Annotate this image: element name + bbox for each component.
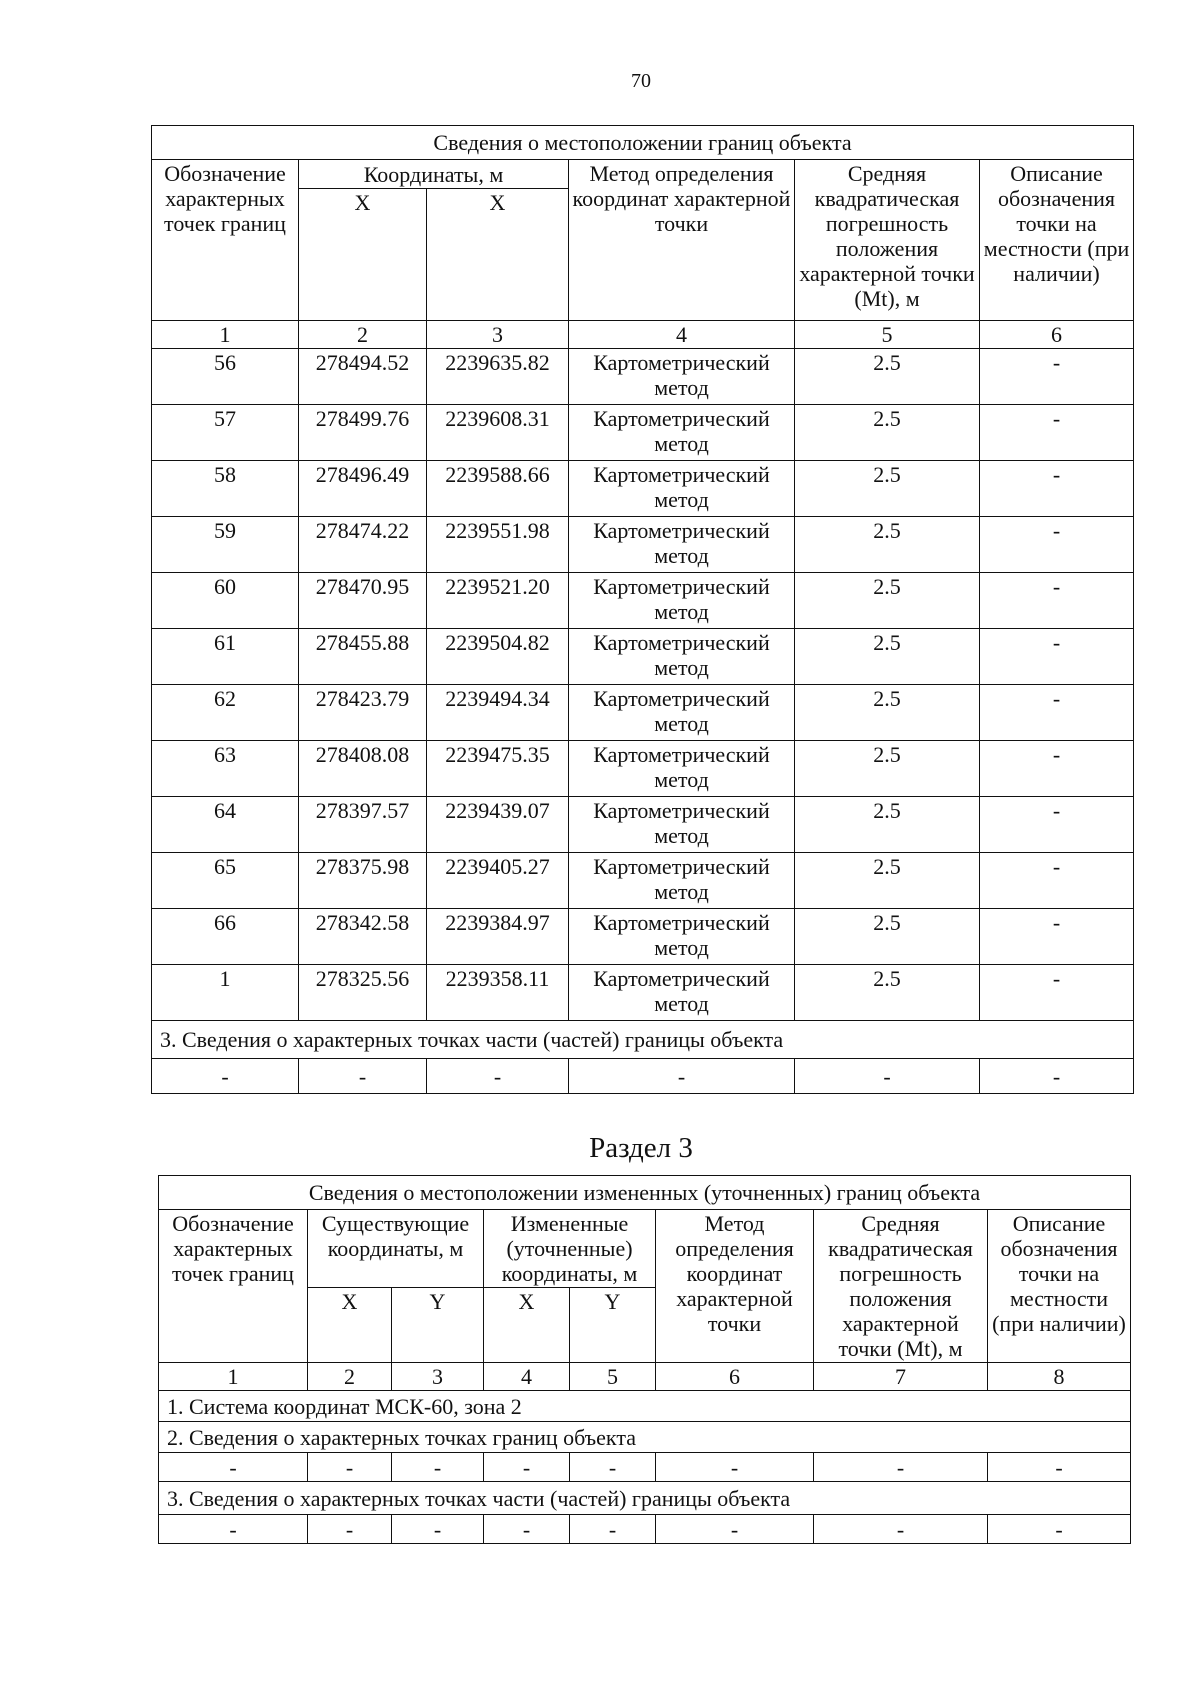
error-cell: 2.5 [795,909,980,965]
point-number: 61 [152,629,299,685]
header-changed-coordinates: Измененные (уточненные) координаты, м [484,1210,656,1288]
header-changed-y: Y [570,1288,656,1363]
coordinate-y: 2239588.66 [427,461,569,517]
error-cell: 2.5 [795,461,980,517]
dash-cell: - [392,1515,484,1544]
header-error: Средняя квадратическая погрешность положения характерной точки (Mt), м [795,160,980,321]
description-cell: - [980,797,1134,853]
coordinate-x: 278470.95 [299,573,427,629]
point-number: 66 [152,909,299,965]
dash-cell: - [427,1059,569,1094]
column-number: 7 [814,1363,988,1391]
column-number: 5 [795,321,980,349]
method-cell: Картометрический метод [569,853,795,909]
column-number: 6 [980,321,1134,349]
coordinate-x: 278496.49 [299,461,427,517]
header-y: X [427,189,569,321]
dash-cell: - [308,1453,392,1482]
header-existing-x: X [308,1288,392,1363]
table-row [152,405,1134,461]
column-number: 4 [484,1363,570,1391]
point-number: 56 [152,349,299,405]
dash-cell: - [656,1515,814,1544]
dash-cell: - [570,1515,656,1544]
point-number: 60 [152,573,299,629]
table-row [152,909,1134,965]
boundary-points-table [151,125,1134,1094]
column-numbers-row [152,321,1134,349]
header-method: Метод определения координат характерной точки [569,160,795,321]
column-number: 3 [427,321,569,349]
table-row [152,965,1134,1021]
coordinate-x: 278474.22 [299,517,427,573]
header-method: Метод определения координат характерной точки [656,1210,814,1363]
coordinate-y: 2239521.20 [427,573,569,629]
coordinate-y: 2239475.35 [427,741,569,797]
point-number: 64 [152,797,299,853]
column-number: 1 [152,321,299,349]
dash-cell: - [980,1059,1134,1094]
point-number: 62 [152,685,299,741]
method-cell: Картометрический метод [569,685,795,741]
error-cell: 2.5 [795,797,980,853]
error-cell: 2.5 [795,349,980,405]
description-cell: - [980,517,1134,573]
point-number: 63 [152,741,299,797]
section-title: Раздел 3 [589,1132,693,1164]
coordinate-y: 2239635.82 [427,349,569,405]
dash-cell: - [795,1059,980,1094]
description-cell: - [980,461,1134,517]
page-number: 70 [631,70,651,92]
table-row [152,685,1134,741]
coordinate-x: 278494.52 [299,349,427,405]
table-row [152,349,1134,405]
dash-cell: - [152,1059,299,1094]
method-cell: Картометрический метод [569,405,795,461]
table-row [152,461,1134,517]
header-existing-y: Y [392,1288,484,1363]
method-cell: Картометрический метод [569,965,795,1021]
column-numbers-row [159,1363,1131,1391]
error-cell: 2.5 [795,741,980,797]
coordinate-y: 2239608.31 [427,405,569,461]
table-row [152,517,1134,573]
error-cell: 2.5 [795,405,980,461]
dash-cell: - [484,1453,570,1482]
header-description: Описание обозначения точки на местности (при наличии) [988,1210,1131,1363]
description-cell: - [980,349,1134,405]
column-number: 2 [299,321,427,349]
method-cell: Картометрический метод [569,573,795,629]
dash-cell: - [570,1453,656,1482]
column-number: 3 [392,1363,484,1391]
dash-cell: - [814,1453,988,1482]
coordinate-y: 2239384.97 [427,909,569,965]
parts-row [159,1515,1131,1544]
points-row [159,1453,1131,1482]
coordinate-x: 278408.08 [299,741,427,797]
header-designation: Обозначение характерных точек границ [159,1210,308,1363]
method-cell: Картометрический метод [569,741,795,797]
table-title: Сведения о местоположении измененных (уточненных) границ объекта [159,1176,1131,1210]
header-designation: Обозначение характерных точек границ [152,160,299,321]
method-cell: Картометрический метод [569,461,795,517]
coordinate-x: 278397.57 [299,797,427,853]
coordinate-x: 278455.88 [299,629,427,685]
dash-cell: - [988,1515,1131,1544]
method-cell: Картометрический метод [569,797,795,853]
coordinate-y: 2239504.82 [427,629,569,685]
point-number: 59 [152,517,299,573]
coordinate-y: 2239439.07 [427,797,569,853]
coordinate-x: 278499.76 [299,405,427,461]
method-cell: Картометрический метод [569,909,795,965]
dash-cell: - [392,1453,484,1482]
parts-row [152,1059,1134,1094]
point-number: 65 [152,853,299,909]
point-number: 1 [152,965,299,1021]
description-cell: - [980,573,1134,629]
dash-cell: - [308,1515,392,1544]
dash-cell: - [484,1515,570,1544]
coordinate-y: 2239551.98 [427,517,569,573]
coordinate-system: 1. Система координат МСК-60, зона 2 [159,1391,1131,1422]
points-title: 2. Сведения о характерных точках границ объекта [159,1422,1131,1453]
header-existing-coordinates: Существующие координаты, м [308,1210,484,1288]
dash-cell: - [988,1453,1131,1482]
table-row [152,797,1134,853]
coordinate-x: 278325.56 [299,965,427,1021]
error-cell: 2.5 [795,853,980,909]
table-body [152,349,1134,1021]
coordinate-y: 2239494.34 [427,685,569,741]
changed-boundary-table [158,1175,1131,1544]
column-number: 5 [570,1363,656,1391]
coordinate-y: 2239358.11 [427,965,569,1021]
header-description: Описание обозначения точки на местности (при наличии) [980,160,1134,321]
error-cell: 2.5 [795,685,980,741]
column-number: 4 [569,321,795,349]
parts-title: 3. Сведения о характерных точках части (частей) границы объекта [152,1021,1134,1059]
dash-cell: - [814,1515,988,1544]
description-cell: - [980,853,1134,909]
description-cell: - [980,405,1134,461]
coordinate-x: 278423.79 [299,685,427,741]
table-row [152,573,1134,629]
column-number: 8 [988,1363,1131,1391]
table-title: Сведения о местоположении границ объекта [152,126,1134,160]
description-cell: - [980,741,1134,797]
column-number: 6 [656,1363,814,1391]
column-number: 1 [159,1363,308,1391]
error-cell: 2.5 [795,517,980,573]
point-number: 57 [152,405,299,461]
table-row [152,741,1134,797]
dash-cell: - [159,1515,308,1544]
header-error: Средняя квадратическая погрешность положения характерной точки (Mt), м [814,1210,988,1363]
coordinate-x: 278342.58 [299,909,427,965]
error-cell: 2.5 [795,573,980,629]
dash-cell: - [299,1059,427,1094]
dash-cell: - [656,1453,814,1482]
table-row [152,853,1134,909]
column-number: 2 [308,1363,392,1391]
point-number: 58 [152,461,299,517]
description-cell: - [980,629,1134,685]
method-cell: Картометрический метод [569,349,795,405]
table-row [152,629,1134,685]
coordinate-y: 2239405.27 [427,853,569,909]
dash-cell: - [159,1453,308,1482]
header-x: X [299,189,427,321]
error-cell: 2.5 [795,629,980,685]
description-cell: - [980,909,1134,965]
error-cell: 2.5 [795,965,980,1021]
method-cell: Картометрический метод [569,517,795,573]
method-cell: Картометрический метод [569,629,795,685]
header-changed-x: X [484,1288,570,1363]
description-cell: - [980,685,1134,741]
description-cell: - [980,965,1134,1021]
parts-title: 3. Сведения о характерных точках части (частей) границы объекта [159,1482,1131,1515]
dash-cell: - [569,1059,795,1094]
header-coordinates: Координаты, м [299,160,569,189]
coordinate-x: 278375.98 [299,853,427,909]
